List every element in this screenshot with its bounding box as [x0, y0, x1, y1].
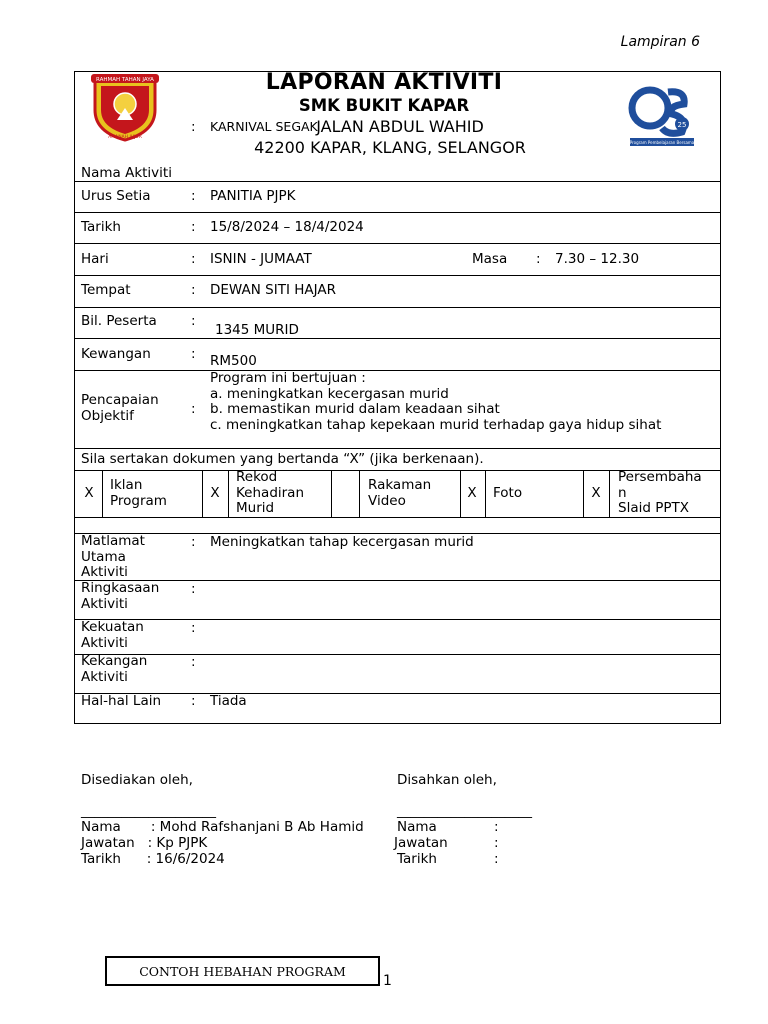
doc-item-text: Persembaha — [618, 469, 702, 485]
ringkasan-label — [81, 581, 159, 612]
matlamat-label — [81, 534, 145, 581]
doc-mark-iklan: X — [84, 485, 94, 501]
pencapaian-objectives — [210, 371, 661, 433]
hari-colon: : — [191, 251, 196, 267]
row-divider — [74, 619, 721, 620]
masa-colon: : — [536, 251, 541, 267]
doc-item-text: Rekod — [236, 469, 278, 485]
tarikh-label: Tarikh — [81, 219, 121, 235]
approved-jawatan-colon: : — [494, 835, 499, 851]
hal-lain-colon: : — [191, 693, 196, 709]
doc-col-divider — [359, 470, 360, 517]
kewangan-value: RM500 — [210, 353, 257, 369]
matlamat-label-line: Aktiviti — [81, 564, 128, 580]
doc-item-text: Murid — [236, 500, 275, 516]
kekangan-label-line: Kekangan — [81, 653, 148, 669]
row-divider — [74, 448, 721, 449]
row-divider — [74, 212, 721, 213]
doc-item-text: Iklan — [110, 477, 143, 493]
matlamat-label-line: Utama — [81, 548, 126, 565]
prepared-jawatan: Jawatan : Kp PJPK — [81, 835, 208, 851]
matlamat-value: Meningkatkan tahap kecergasan murid — [210, 534, 474, 550]
address-line-2: 42200 KAPAR, KLANG, SELANGOR — [254, 138, 526, 157]
ringkasan-label-line: Ringkasaan — [81, 580, 160, 596]
report-title: LAPORAN AKTIVITI — [265, 70, 503, 95]
doc-col-divider — [583, 470, 584, 517]
doc-mark-persembahan: X — [591, 485, 601, 501]
kekuatan-label-line: Aktiviti — [81, 634, 128, 651]
doc-item-text: Program — [110, 492, 167, 509]
logo-right-caption: Program Pembelajaran Bersama — [629, 140, 695, 145]
doc-item-text: Video — [368, 492, 406, 509]
hari-label: Hari — [81, 251, 109, 267]
masa-value: 7.30 – 12.30 — [555, 251, 640, 267]
doc-item-foto: Foto — [493, 485, 523, 501]
row-divider — [74, 693, 721, 694]
tempat-value: DEWAN SITI HAJAR — [210, 282, 336, 298]
pencapaian-colon: : — [191, 401, 196, 417]
row-divider — [74, 181, 721, 182]
hal-lain-value: Tiada — [210, 693, 247, 709]
approved-tarikh-colon: : — [494, 851, 499, 867]
doc-item-text: n — [618, 484, 627, 501]
doc-item-iklan — [110, 478, 167, 509]
approved-nama-label: Nama — [397, 819, 437, 835]
doc-col-divider — [609, 470, 610, 517]
prepared-nama: Nama : Mohd Rafshanjani B Ab Hamid — [81, 819, 364, 835]
kekangan-colon: : — [191, 654, 196, 670]
kewangan-colon: : — [191, 346, 196, 362]
hal-lain-label: Hal-hal Lain — [81, 693, 162, 709]
matlamat-label-line: Matlamat — [81, 533, 145, 549]
bil-peserta-label: Bil. Peserta — [81, 313, 157, 329]
doc-item-text: Slaid PPTX — [618, 500, 689, 516]
ringkasan-colon: : — [191, 581, 196, 597]
kekangan-label-line: Aktiviti — [81, 668, 128, 685]
row-divider — [74, 517, 721, 518]
approved-nama-colon: : — [494, 819, 499, 835]
documents-instruction: Sila sertakan dokumen yang bertanda “X” (jika berkenaan). — [81, 451, 484, 467]
urus-setia-label: Urus Setia — [81, 188, 151, 204]
kekangan-label — [81, 654, 147, 685]
row-divider — [74, 307, 721, 308]
prepared-signature-line: ____________________ — [81, 803, 216, 819]
prepared-by-heading: Disediakan oleh, — [81, 772, 193, 788]
urus-setia-value: PANITIA PJPK — [210, 188, 296, 204]
doc-col-divider — [460, 470, 461, 517]
logo-left-text: RAHMAH TAHAN JAYA — [96, 77, 154, 83]
objective-item: a. meningkatkan kecergasan murid — [210, 385, 449, 402]
row-divider — [74, 275, 721, 276]
nama-aktiviti-colon: : — [191, 119, 196, 135]
hari-value: ISNIN - JUMAAT — [210, 251, 312, 267]
tempat-colon: : — [191, 282, 196, 298]
prepared-tarikh: Tarikh : 16/6/2024 — [81, 851, 225, 867]
kekuatan-label — [81, 620, 144, 651]
doc-item-text: Rakaman — [368, 477, 432, 493]
page-number: 1 — [383, 973, 392, 989]
urus-setia-colon: : — [191, 188, 196, 204]
matlamat-colon: : — [191, 534, 196, 550]
logo-left-motto: AMANAH JUJUR — [108, 135, 142, 140]
doc-col-divider — [202, 470, 203, 517]
kewangan-label: Kewangan — [81, 346, 151, 362]
row-divider — [74, 580, 721, 581]
objective-intro: Program ini bertujuan : — [210, 370, 366, 386]
masa-label: Masa — [472, 251, 508, 267]
pencapaian-label — [81, 393, 159, 424]
doc-col-divider — [228, 470, 229, 517]
row-divider — [74, 243, 721, 244]
nama-aktiviti-value: KARNIVAL SEGAK — [210, 119, 318, 134]
contoh-hebahan-box: CONTOH HEBAHAN PROGRAM — [105, 956, 380, 986]
tarikh-colon: : — [191, 219, 196, 235]
doc-item-rekod — [236, 470, 304, 517]
tempat-label: Tempat — [81, 282, 131, 298]
kekuatan-label-line: Kekuatan — [81, 619, 144, 635]
row-divider — [74, 338, 721, 339]
objective-item: b. memastikan murid dalam keadaan sihat — [210, 401, 500, 417]
approved-tarikh-label: Tarikh — [397, 851, 437, 867]
tarikh-value: 15/8/2024 – 18/4/2024 — [210, 219, 364, 235]
bil-peserta-value: 1345 MURID — [215, 322, 299, 338]
approved-by-heading: Disahkan oleh, — [397, 772, 497, 788]
svg-text:25: 25 — [677, 121, 687, 129]
pencapaian-label-line1: Pencapaian — [81, 392, 159, 408]
nama-aktiviti-label: Nama Aktiviti — [81, 165, 172, 181]
doc-item-persembahan — [618, 470, 702, 517]
ringkasan-label-line: Aktiviti — [81, 595, 128, 612]
lampiran-label: Lampiran 6 — [620, 34, 700, 50]
doc-col-divider — [485, 470, 486, 517]
address-line-1: JALAN ABDUL WAHID — [316, 117, 484, 136]
doc-item-text: Kehadiran — [236, 484, 305, 501]
objective-item: c. meningkatkan tahap kepekaan murid terhadap gaya hidup sihat — [210, 416, 662, 433]
doc-col-divider — [102, 470, 103, 517]
doc-mark-rekod: X — [210, 485, 220, 501]
school-name: SMK BUKIT KAPAR — [298, 96, 470, 115]
bil-peserta-colon: : — [191, 313, 196, 329]
doc-col-divider — [331, 470, 332, 517]
pencapaian-label-line2: Objektif — [81, 407, 134, 424]
approved-signature-line: ____________________ — [397, 803, 532, 819]
doc-item-rakaman — [368, 478, 431, 509]
kekuatan-colon: : — [191, 620, 196, 636]
doc-mark-foto: X — [467, 485, 477, 501]
approved-jawatan-label: Jawatan — [394, 835, 448, 851]
row-divider — [74, 654, 721, 655]
